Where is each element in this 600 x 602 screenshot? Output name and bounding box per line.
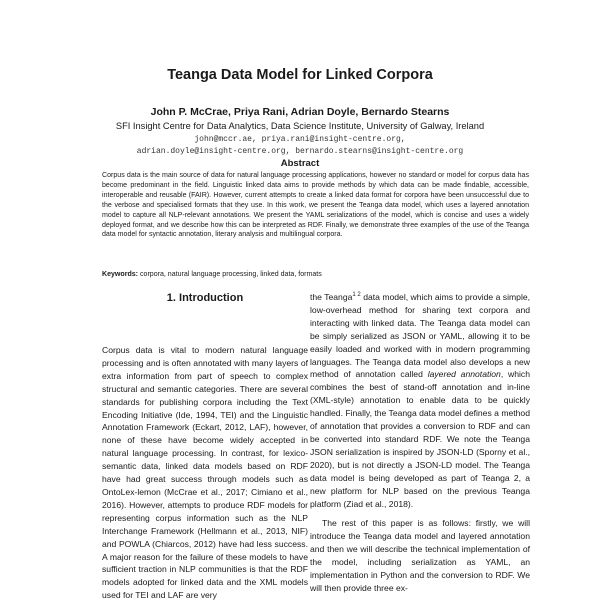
right-column [310,291,530,595]
intro-p2-part-a: the Teanga [310,292,353,302]
footnote-marker: 1 2 [352,292,361,299]
keywords-list: corpora, natural language processing, linked data, formats [140,271,322,278]
paper-authors: John P. McCrae, Priya Rani, Adrian Doyle, Bernardo Stearns [150,106,450,118]
intro-p2-part-c: , which combines the best of stand-off annotation and in-line (XML-style) annotation to enable data to be quickly handled. Finally, the Teanga data model defines a method of annotation that provides a conversion to RDF and can be converted into standard RDF. We note the Teanga JSON serialization is inspired by JSON-LD (Sporny et al., 2020), but is not directly a JSON-LD model. The Teanga data model is being developed as part of Teanga 2, a new platform for NLP based on the previous Teanga platform (Ziad et al., 2018). [310,369,530,509]
abstract-heading: Abstract [280,158,320,169]
author-emails-line-1: john@mccr.ae, priya.rani@insight-centre.org, [194,135,406,144]
layered-annotation-term: layered annotation [427,369,501,380]
section-heading-introduction: 1. Introduction [166,292,244,304]
paper-title: Teanga Data Model for Linked Corpora [167,67,433,83]
intro-paragraph-3: The rest of this paper is as follows: firstly, we will introduce the Teanga data model and layered annotation and then we will describe the technical implementation of the model, including serialization as YAML, an implementation in Python and the conversion to RDF. We will then provide three ex- [310,518,530,593]
intro-p2-part-b: data model, which aims to provide a simple, low-overhead method for sharing text corpora and interacting with linked data. The Teanga data model can be simply serialized as JSON or YAML, allowing it to be easily loaded and worked with in modern programming languages. The Teanga data model also develops a new method of annotation called [310,292,531,380]
author-emails-line-2: adrian.doyle@insight-centre.org, bernardo.stearns@insight-centre.org [136,147,464,156]
intro-paragraph-2 [310,291,530,510]
abstract-text: Corpus data is the main source of data for natural language processing applications, however no standard or model for corpus data has become predominant in the field. Linguistic linked data aims to provide methods by which data can be made findable, accessible, interoperable and reusable (FAIR). However, current attempts to create a linked data format for corpora have been unsuccessful due to the verbose and specialised formats that they use. In this work, we present the Teanga data model, which uses a layered annotation model to capture all NLP-relevant annotations. We present the YAML serializations of the model, which is concise and uses a widely deployed format, and we describe how this can be interpreted as RDF. Finally, we demonstrate three examples of the use of the Teanga data model for syntactic annotation, literary analysis and multilingual corpora. [102,172,529,239]
keywords-label: Keywords: [102,271,139,278]
paper-affiliation: SFI Insight Centre for Data Analytics, Data Science Institute, University of Galway, Ireland [115,121,485,131]
keywords [102,271,529,278]
intro-paragraph-1: Corpus data is vital to modern natural language processing and is often annotated with many layers of extra information from part of speech to complex structural and semantic categories. There are several standards for publishing corpora including the Text Encoding Initiative (Ide, 1994, TEI) and the Linguistic Annotation Framework (Eckart, 2012, LAF), however, none of these have become widely accepted in natural language processing. In contrast, for lexico-semantic data, linked data models based on RDF have had great success through models such as OntoLex-lemon (McCrae et al., 2017; Cimiano et al., 2016). However, attempts to produce RDF models for representing corpus information such as the NLP Interchange Framework (Hellmann et al., 2013, NIF) and POWLA (Chiarcos, 2012) have had less success. A major reason for the failure of these models to have sufficient traction in NLP communities is that the RDF models adopted for linked data and the XML models used for TEI and LAF are very [102,345,308,601]
left-column [102,344,308,602]
